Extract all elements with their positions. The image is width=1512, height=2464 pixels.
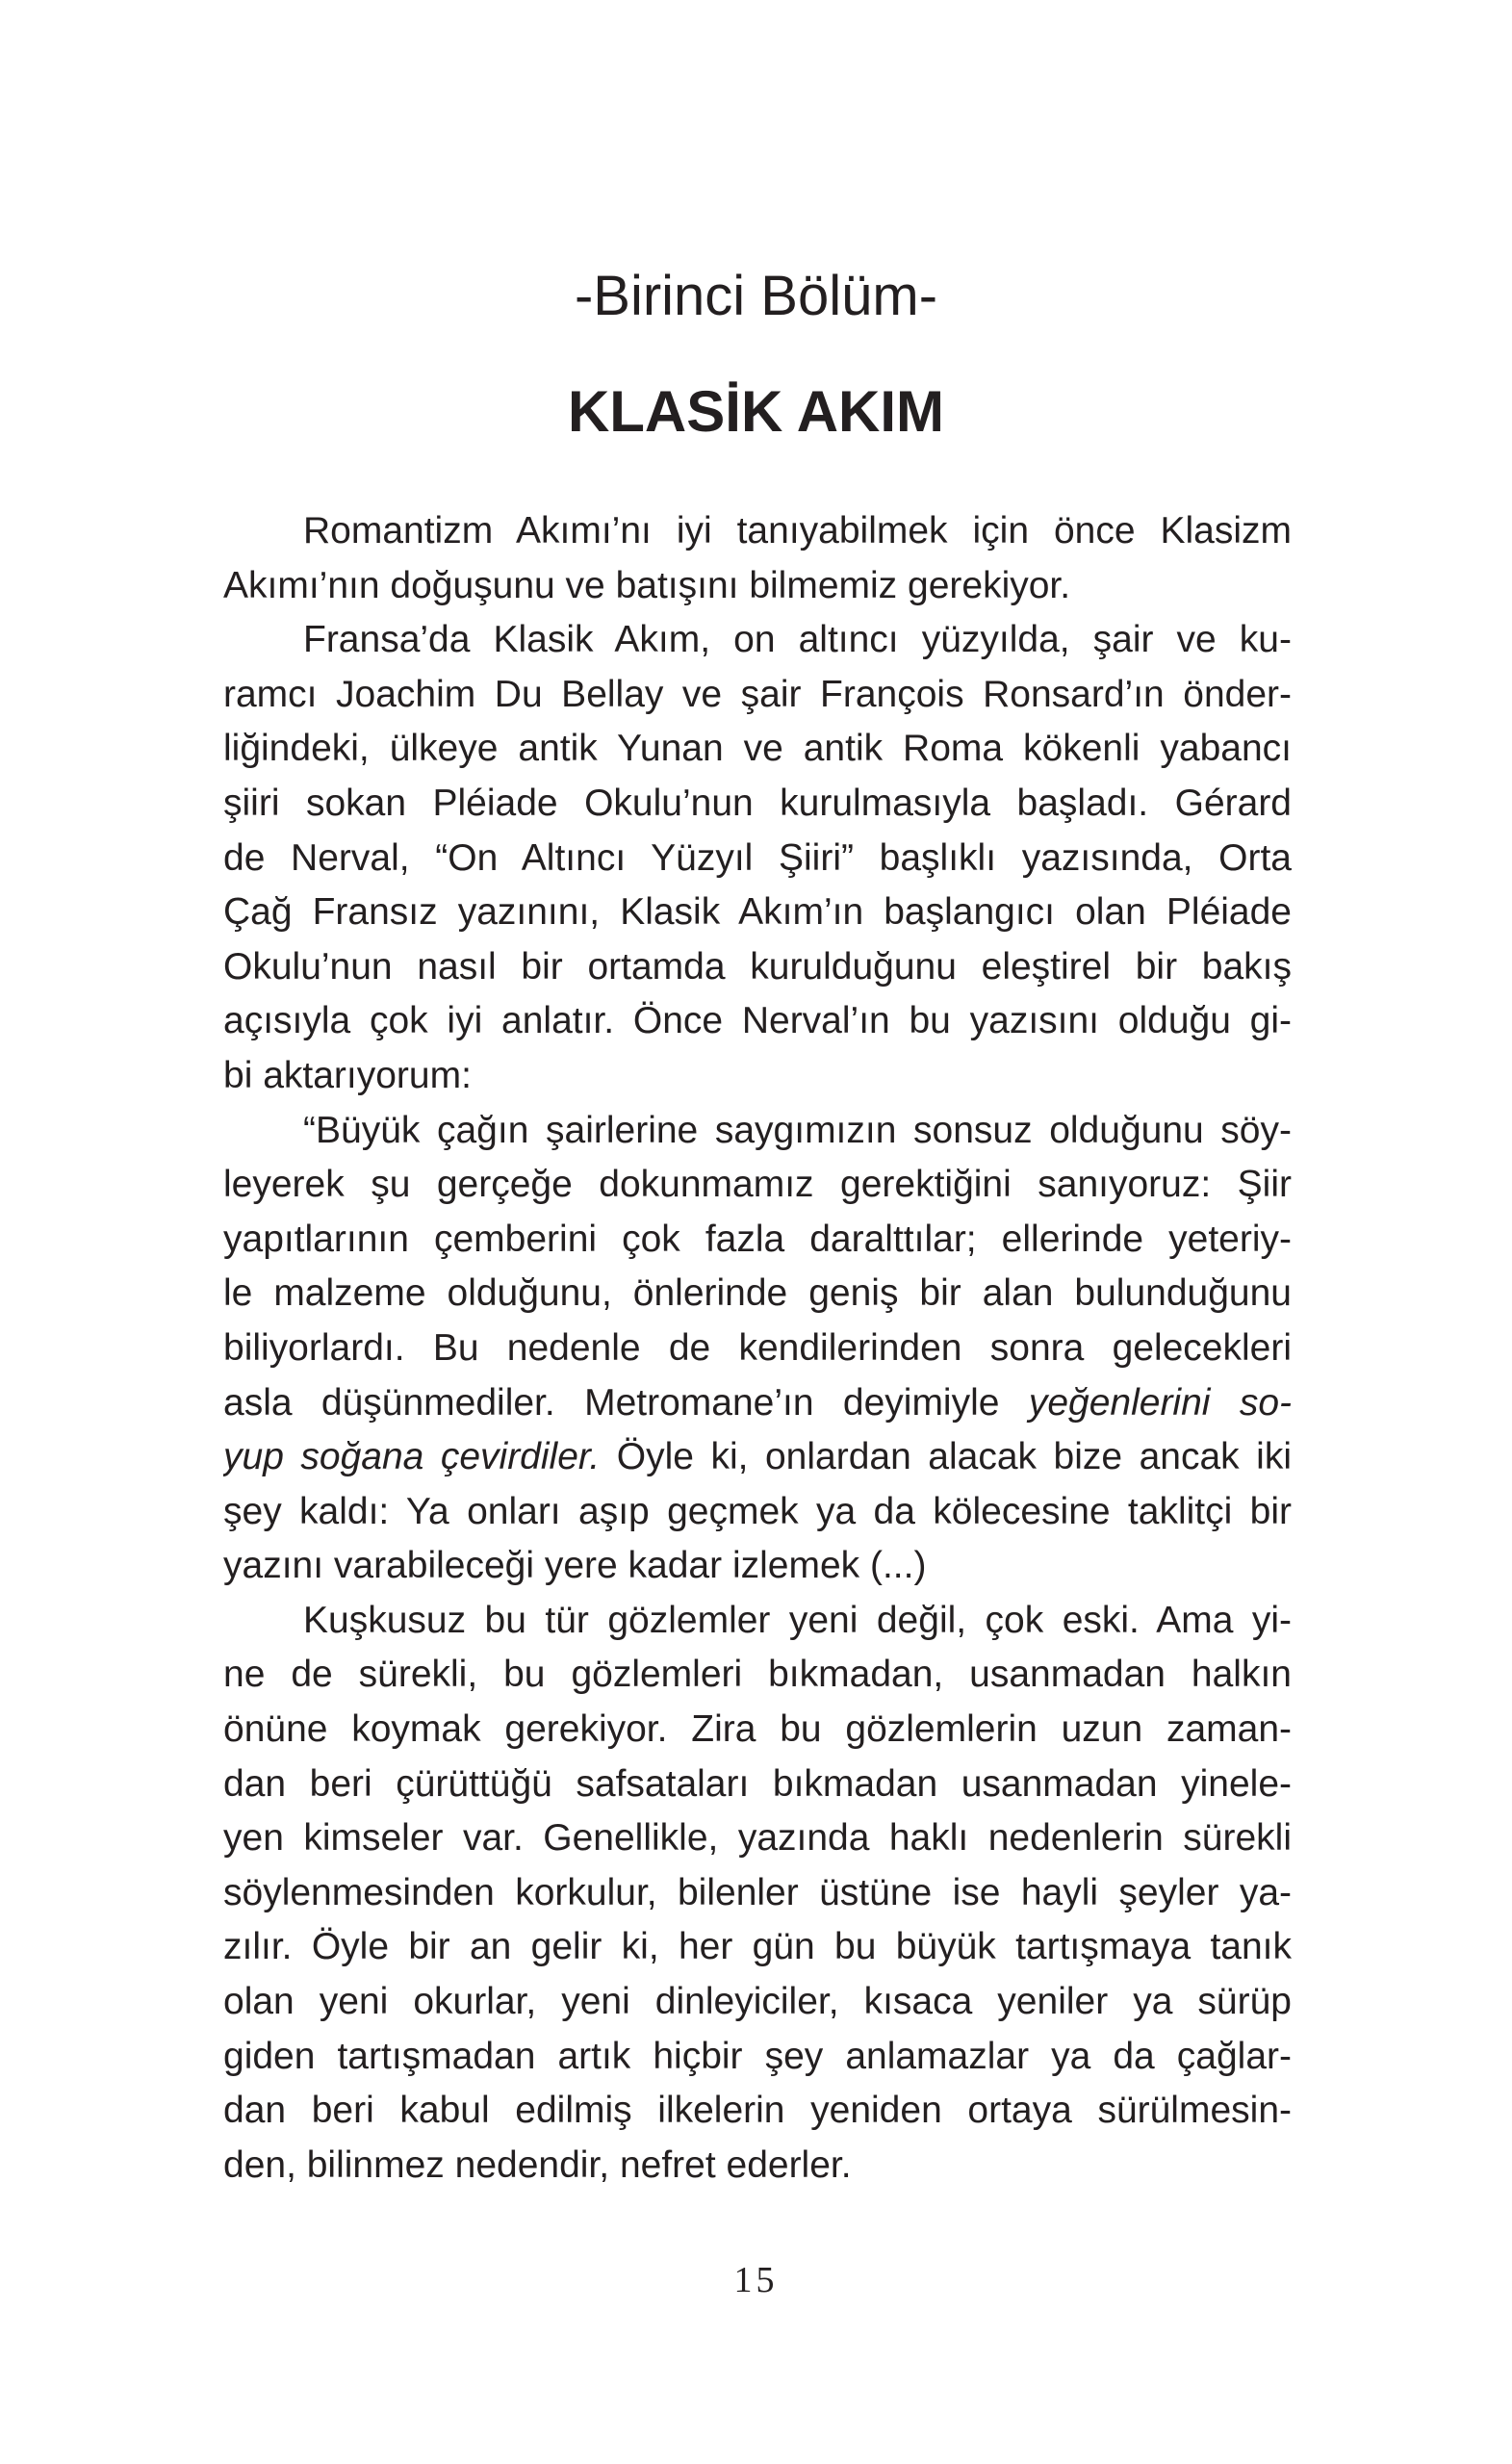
line-text: “Büyük çağın şairlerine saygımızın sonsuz olduğunu söy- (303, 1109, 1292, 1151)
text-line (223, 1758, 1292, 1812)
line-text: açısıyla çok iyi anlatır. Önce Nerval’ın bu yazısını olduğu gi- (223, 1000, 1292, 1042)
line-text: den, bilinmez nedendir, nefret ederler. (223, 2143, 852, 2186)
text-line (223, 994, 1292, 1049)
line-text: biliyorlardı. Bu nedenle de kendilerinden sonra gelecekleri (223, 1326, 1292, 1369)
chapter-label: -Birinci Bölüm- (574, 265, 938, 327)
italic-phrase: yup soğana çevirdiler. (223, 1436, 601, 1478)
text-line (223, 504, 1292, 559)
line-text: dan beri kabul edilmiş ilkelerin yeniden ortaya sürülmesin- (223, 2090, 1292, 2132)
body-text (223, 504, 1292, 2193)
text-line (223, 1703, 1292, 1758)
text-line (223, 722, 1292, 777)
text-line (223, 2084, 1292, 2139)
text-line (223, 1158, 1292, 1213)
line-text: de Nerval, “On Altıncı Yüzyıl Şiiri” başlıklı yazısında, Orta (223, 836, 1292, 879)
line-text: söylenmesinden korkulur, bilenler üstüne ise hayli şeyler ya- (223, 1871, 1292, 1913)
text-line (223, 2030, 1292, 2085)
text-line (223, 1049, 1292, 1104)
line-text: Okulu’nun nasıl bir ortamda kurulduğunu eleştirel bir bakış (223, 945, 1292, 988)
text-line (223, 1539, 1292, 1594)
text-line (223, 1213, 1292, 1268)
line-text: Akımı’nın doğuşunu ve batışını bilmemiz gerekiyor. (223, 564, 1071, 606)
line-text: yapıtlarının çemberini çok fazla daralttılar; ellerinde yeteriy- (223, 1218, 1292, 1260)
line-text: le malzeme olduğunu, önlerinde geniş bir alan bulunduğunu (223, 1272, 1292, 1315)
text-line (223, 1376, 1292, 1431)
line-text: ne de sürekli, bu gözlemleri bıkmadan, usanmadan halkın (223, 1654, 1292, 1696)
line-text: giden tartışmadan artık hiçbir şey anlamazlar ya da çağlar- (223, 2035, 1292, 2077)
text-line (223, 886, 1292, 940)
text-line (223, 1866, 1292, 1921)
text-line (223, 668, 1292, 723)
italic-phrase: yeğenlerini so- (1028, 1381, 1292, 1424)
text-line (223, 1104, 1292, 1159)
text-line (223, 832, 1292, 886)
text-line (223, 777, 1292, 832)
line-text: liğindeki, ülkeye antik Yunan ve antik Roma kökenli yabancı (223, 728, 1292, 770)
line-text: Fransa’da Klasik Akım, on altıncı yüzyılda, şair ve ku- (303, 619, 1292, 661)
line-text: Kuşkusuz bu tür gözlemler yeni değil, çok eski. Ama yi- (303, 1599, 1292, 1641)
text-line (223, 559, 1292, 614)
line-text: Romantizm Akımı’nı iyi tanıyabilmek için önce Klasizm (303, 510, 1292, 552)
line-text: bi aktarıyorum: (223, 1054, 472, 1096)
line-text: şey kaldı: Ya onları aşıp geçmek ya da kölecesine taklitçi bir (223, 1490, 1292, 1532)
text-line (223, 1322, 1292, 1376)
page-number: 15 (733, 2260, 779, 2300)
line-text: asla düşünmediler. Metromane’ın deyimiyle (223, 1381, 1029, 1424)
text-line (223, 1594, 1292, 1649)
line-text: zılır. Öyle bir an gelir ki, her gün bu büyük tartışmaya tanık (223, 1926, 1292, 1968)
chapter-title: KLASİK AKIM (567, 379, 945, 444)
line-text: olan yeni okurlar, yeni dinleyiciler, kısaca yeniler ya sürüp (223, 1981, 1292, 2023)
text-line (223, 1975, 1292, 2030)
line-text: ramcı Joachim Du Bellay ve şair François Ronsard’ın önder- (223, 673, 1292, 715)
text-line (223, 1485, 1292, 1540)
line-text: Öyle ki, onlardan alacak bize ancak iki (600, 1436, 1292, 1478)
line-text: yen kimseler var. Genellikle, yazında haklı nedenlerin sürekli (223, 1817, 1292, 1860)
text-line (223, 940, 1292, 995)
line-text: leyerek şu gerçeğe dokunmamız gerektiğini sanıyoruz: Şiir (223, 1164, 1292, 1206)
text-line (223, 1920, 1292, 1975)
text-line (223, 1430, 1292, 1485)
text-line (223, 613, 1292, 668)
text-line (223, 1267, 1292, 1322)
line-text: yazını varabileceği yere kadar izlemek (...) (223, 1545, 927, 1587)
line-text: dan beri çürüttüğü safsataları bıkmadan usanmadan yinele- (223, 1762, 1292, 1805)
line-text: şiiri sokan Pléiade Okulu’nun kurulmasıyla başladı. Gérard (223, 782, 1292, 824)
line-text: önüne koymak gerekiyor. Zira bu gözlemlerin uzun zaman- (223, 1708, 1292, 1751)
text-line (223, 1648, 1292, 1703)
text-line (223, 2139, 1292, 2194)
line-text: Çağ Fransız yazınını, Klasik Akım’ın başlangıcı olan Pléiade (223, 891, 1292, 934)
text-line (223, 1811, 1292, 1866)
